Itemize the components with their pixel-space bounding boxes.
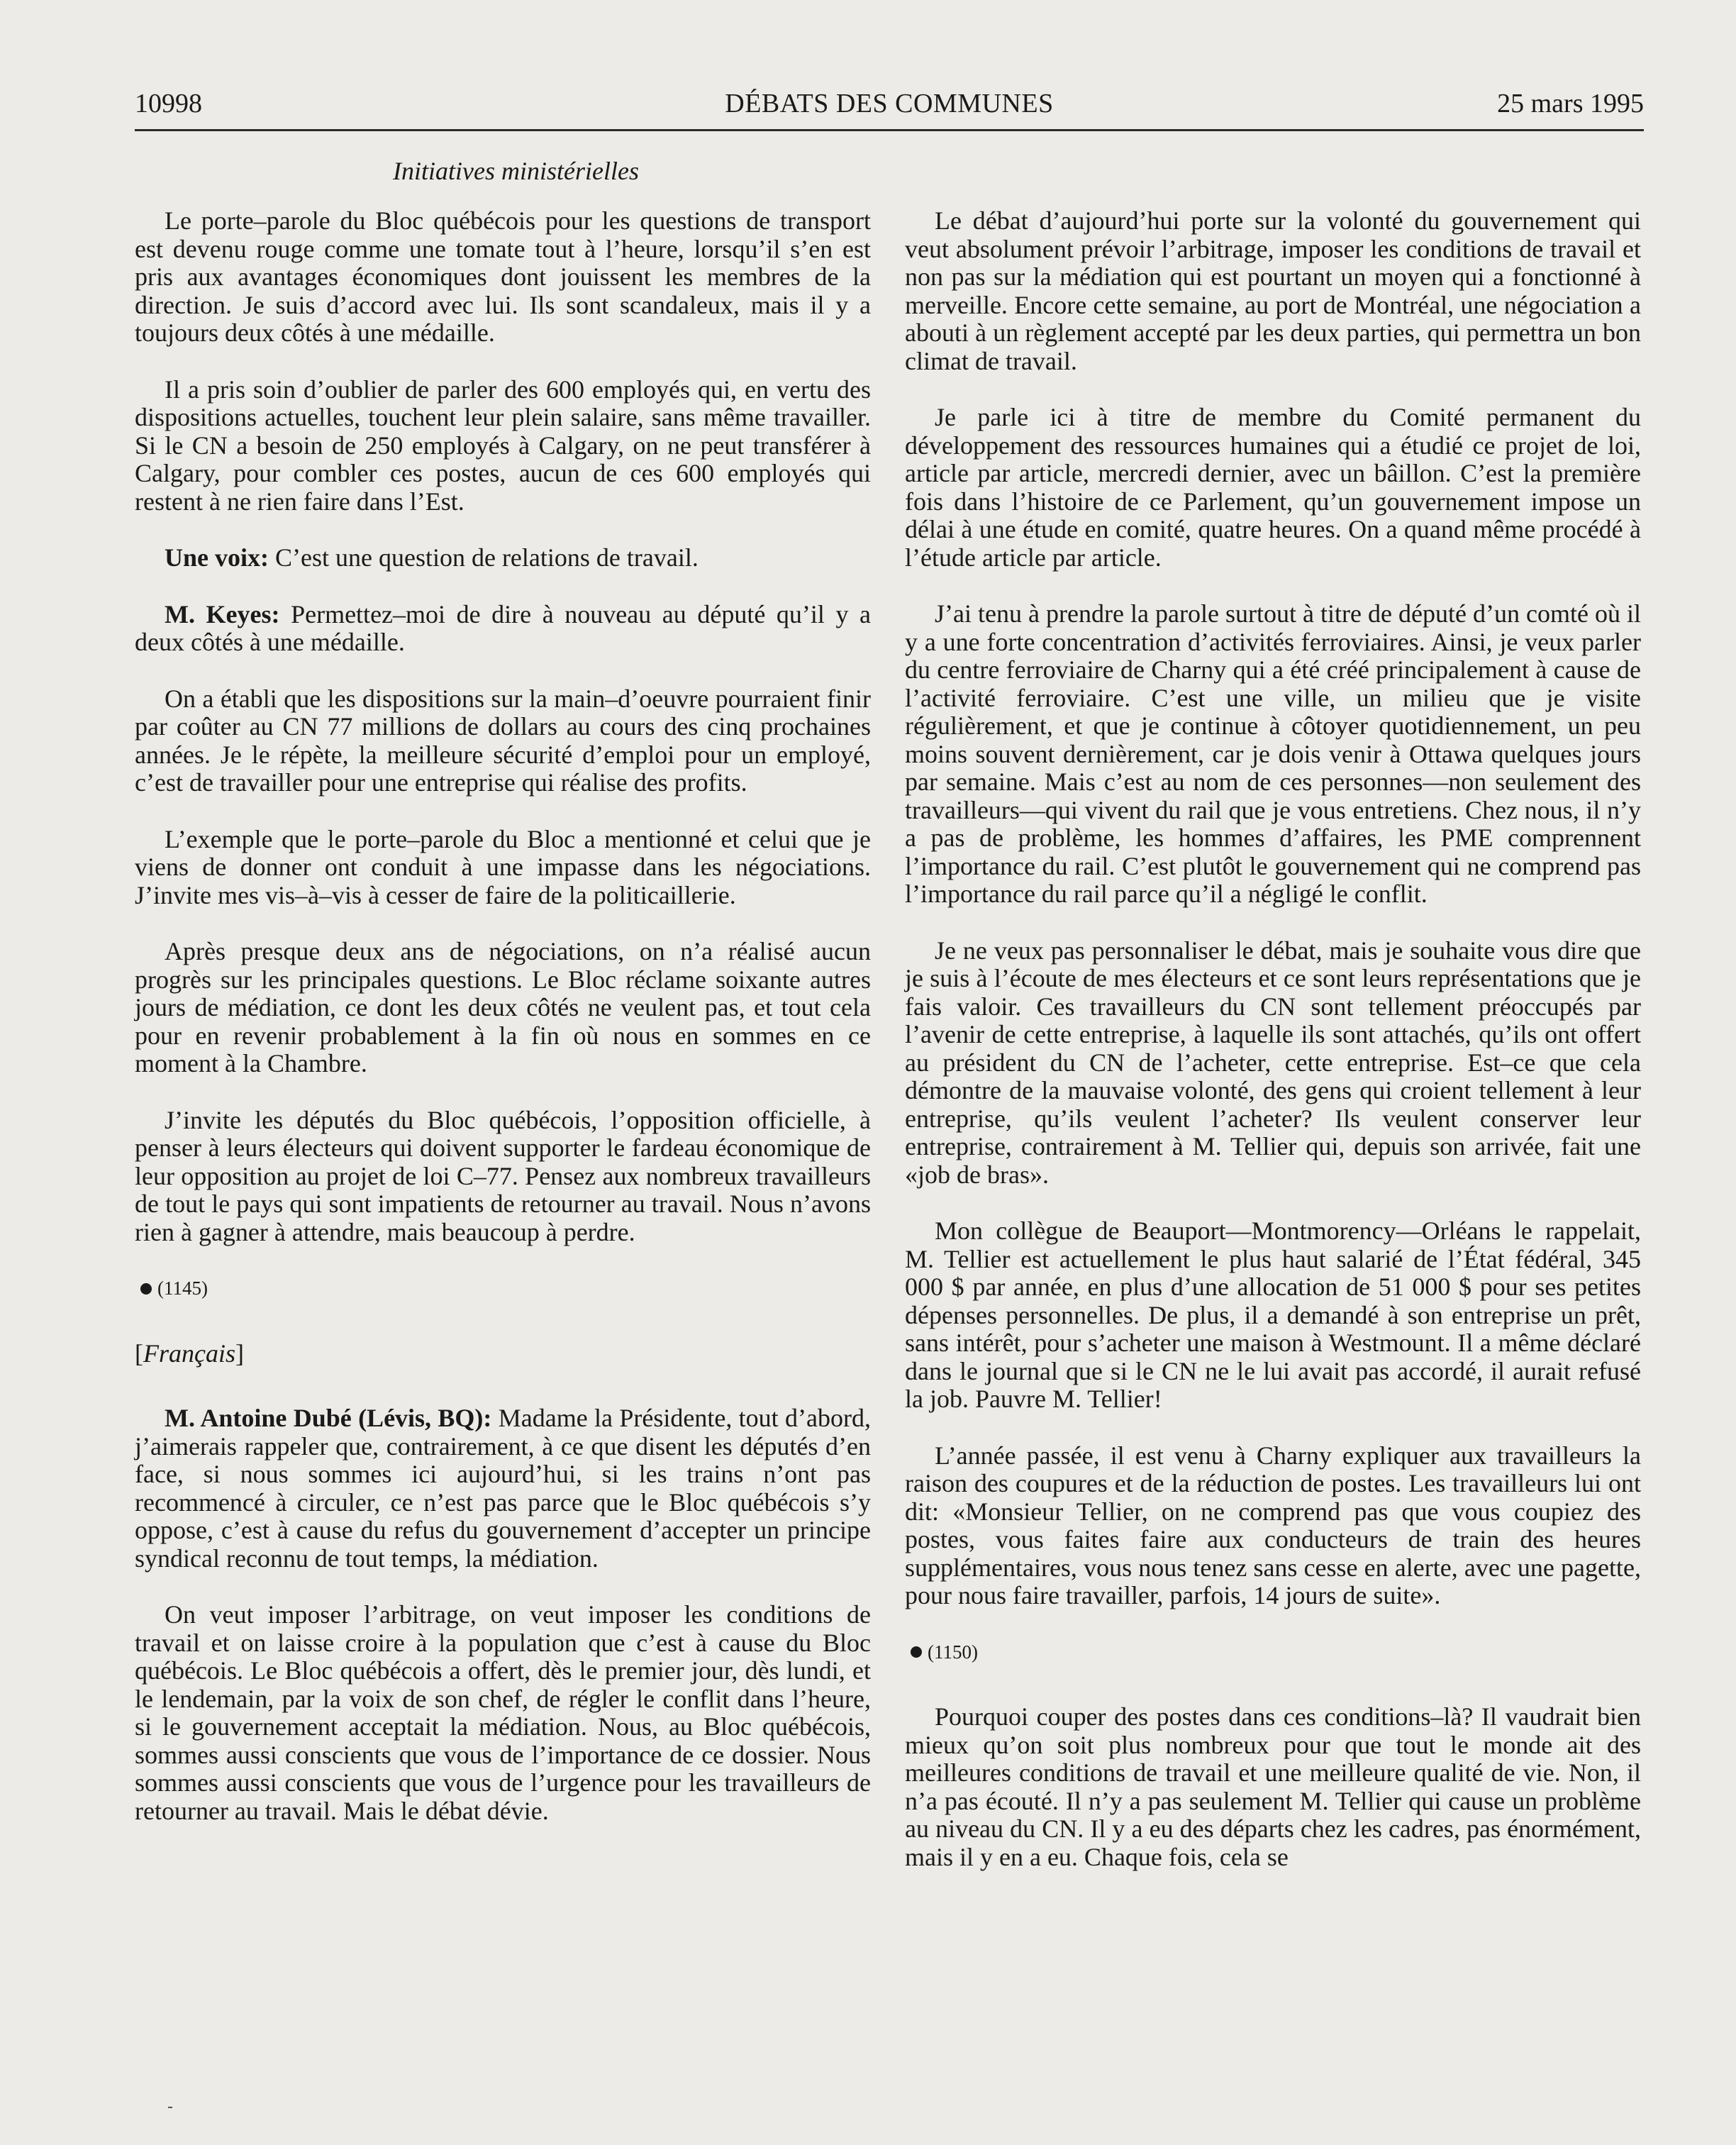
paragraph: Pourquoi couper des postes dans ces conditions–là? Il vaudrait bien mieux qu’on soit plus nombreux pour que tout le monde ait des meilleures conditions de travail et une meilleure qualité de vie. Non, il n’a pas écouté. Il n’y a pas seulement M. Tellier qui cause un problème au niveau du CN. Il y a eu des départs chez les cadres, pas énormément, mais il y en a eu. Chaque fois, cela se — [905, 1702, 1641, 1871]
language-tag: [Français] — [135, 1338, 244, 1368]
speech-text: Permettez–moi de dire à nouveau au député qu’il y a deux côtés à une médaille. — [135, 599, 871, 656]
journal-title: DÉBATS DES COMMUNES — [725, 89, 1054, 118]
paragraph: On a établi que les dispositions sur la main–d’oeuvre pourraient finir par coûter au CN 77 millions de dollars au cours des cinq prochaines années. Je le répète, la meilleure sécurité d’emploi pour un employé, c’est de travailler pour une entreprise qui réalise des profits. — [135, 684, 871, 797]
bullet-icon — [140, 1283, 152, 1295]
paragraph: Après presque deux ans de négociations, on n’a réalisé aucun progrès sur les principales questions. Le Bloc réclame soixante autres jours de médiation, ce dont les deux côtés ne veulent pas, et tout cela pour en revenir probablement à la fin où nous en sommes en ce moment à la Chambre. — [135, 937, 871, 1077]
paragraph: J’invite les députés du Bloc québécois, l’opposition officielle, à penser à leurs électeurs qui doivent supporter le fardeau économique de leur opposition au projet de loi C–77. Pensez aux nombreux travailleurs de tout le pays qui sont impatients de retourner au travail. Nous n’avons rien à gagner à attendre, mais beaucoup à perdre. — [135, 1105, 871, 1246]
language-name: Français — [143, 1338, 235, 1368]
speaker-name: M. Antoine Dubé (Lévis, BQ): — [165, 1404, 492, 1432]
bullet-icon — [911, 1646, 922, 1658]
paragraph: Je ne veux pas personnaliser le débat, mais je souhaite vous dire que je suis à l’écoute de mes électeurs et ce sont leurs représentations que je fais valoir. Ces travailleurs du CN sont tellement préoccupés par l’avenir de cette entreprise, à laquelle ils sont attachés, qu’ils ont offert au président du CN de l’acheter, cette entreprise. Est–ce que cela démontre de la mauvaise volonté, des gens qui croient tellement à leur entreprise, qu’ils veulent l’acheter? Ils veulent conserver leur entreprise, contrairement à M. Tellier qui, depuis son arrivée, fait une «job de bras». — [905, 936, 1641, 1189]
paragraph: J’ai tenu à prendre la parole surtout à titre de député d’un comté où il y a une forte concentration d’activités ferroviaires. Ainsi, je veux parler du centre ferroviaire de Charny qui a été créé principalement à cause de l’activité ferroviaire. C’est une ville, un milieu que je visite régulièrement, et que je continue à côtoyer quotidiennement, un peu moins souvent dernièrement, car je dois venir à Ottawa quelques jours par semaine. Mais c’est au nom de ces personnes—non seulement des travailleurs—qui vivent du rail que je vous entretiens. Chez nous, il n’y a pas de problème, les hommes d’affaires, les PME comprennent l’importance du rail. C’est plutôt le gouvernement qui ne comprend pas l’importance du rail parce qu’il a négligé le conflit. — [905, 599, 1641, 908]
time-marker — [140, 1275, 871, 1303]
paragraph: L’exemple que le porte–parole du Bloc a mentionné et celui que je viens de donner ont conduit à une impasse dans les négociations. J’invite mes vis–à–vis à cesser de faire de la politicaillerie. — [135, 824, 871, 909]
left-column — [135, 207, 871, 1853]
paragraph: Le porte–parole du Bloc québécois pour les questions de transport est devenu rouge comme une tomate tout à l’heure, lorsqu’il s’en est pris aux avantages économiques dont jouissent les membres de la direction. Je suis d’accord avec lui. Ils sont scandaleux, mais il y a toujours deux côtés à une médaille. — [135, 206, 871, 347]
speaker-name: Une voix: — [165, 543, 269, 572]
issue-date: 25 mars 1995 — [1497, 89, 1644, 118]
right-column — [905, 207, 1641, 1900]
time-marker-text: (1150) — [928, 1641, 978, 1663]
paragraph: L’année passée, il est venu à Charny expliquer aux travailleurs la raison des coupures et de la réduction de postes. Les travailleurs lui ont dit: «Monsieur Tellier, on ne comprend pas que vous coupiez des postes, vous faites faire aux conducteurs de train des heures supplémentaires, vous nous tenez sans cesse en alerte, avec une pagette, pour nous faire travailler, parfois, 14 jours de suite». — [905, 1441, 1641, 1609]
time-marker-text: (1145) — [157, 1277, 208, 1299]
speaker-name: M. Keyes: — [165, 599, 280, 628]
speech-paragraph — [135, 544, 871, 572]
speech-text: C’est une question de relations de travail. — [269, 543, 699, 572]
page-number: 10998 — [135, 89, 202, 118]
time-marker — [911, 1639, 1641, 1667]
section-title: Initiatives ministérielles — [393, 157, 639, 185]
paragraph: Il a pris soin d’oublier de parler des 600 employés qui, en vertu des dispositions actuelles, touchent leur plein salaire, sans même travailler. Si le CN a besoin de 250 employés à Calgary, on ne peut transférer à Calgary, pour combler ces postes, aucun de ces 600 employés qui restent à ne rien faire dans l’Est. — [135, 375, 871, 516]
paragraph: Mon collègue de Beauport—Montmorency—Orléans le rappelait, M. Tellier est actuellement le plus haut salarié de l’État fédéral, 345 000 $ par année, en plus d’une allocation de 51 000 $ pour ses petites dépenses personnelles. De plus, il a demandé à son entreprise un prêt, sans intérêt, pour s’acheter une maison à Westmount. Il a même déclaré dans le journal que si le CN ne le lui avait pas accordé, il aurait refusé la job. Pauvre M. Tellier! — [905, 1216, 1641, 1413]
speech-paragraph — [135, 1404, 871, 1573]
speech-text: Madame la Présidente, tout d’abord, j’aimerais rappeler que, contrairement, à ce que disent les députés d’en face, si nous sommes ici aujourd’hui, si les trains n’ont pas recommencé à circuler, ce n’est pas parce que le Bloc québécois s’y oppose, c’est à cause du refus du gouvernement d’accepter un principe syndical reconnu de tout temps, la médiation. — [135, 1404, 871, 1573]
paragraph: On veut imposer l’arbitrage, on veut imposer les conditions de travail et on laisse croire à la population que c’est à cause du Bloc québécois. Le Bloc québécois a offert, dès le premier jour, dès lundi, et le lendemain, par la voix de son chef, de régler le conflit dans l’heure, si le gouvernement acceptait la médiation. Nous, au Bloc québécois, sommes aussi conscients que vous de l’importance de ce dossier. Nous sommes aussi conscients que vous de l’urgence pour les travailleurs de retourner au travail. Mais le débat dévie. — [135, 1600, 871, 1825]
stray-mark — [168, 2107, 172, 2108]
paragraph: Je parle ici à titre de membre du Comité permanent du développement des ressources humaines qui a étudié ce projet de loi, article par article, mercredi dernier, avec un bâillon. C’est la première fois dans l’histoire de ce Parlement, qu’un gouvernement impose un délai à une étude en comité, quatre heures. On a quand même procédé à l’étude article par article. — [905, 403, 1641, 572]
paragraph: Le débat d’aujourd’hui porte sur la volonté du gouvernement qui veut absolument prévoir l’arbitrage, imposer les conditions de travail et non pas sur la médiation qui est pourtant un moyen qui a fonctionné à merveille. Encore cette semaine, au port de Montréal, une négociation a abouti à un règlement accepté par les deux parties, qui permettra un bon climat de travail. — [905, 206, 1641, 375]
speech-paragraph — [135, 601, 871, 657]
running-head — [135, 84, 1644, 131]
